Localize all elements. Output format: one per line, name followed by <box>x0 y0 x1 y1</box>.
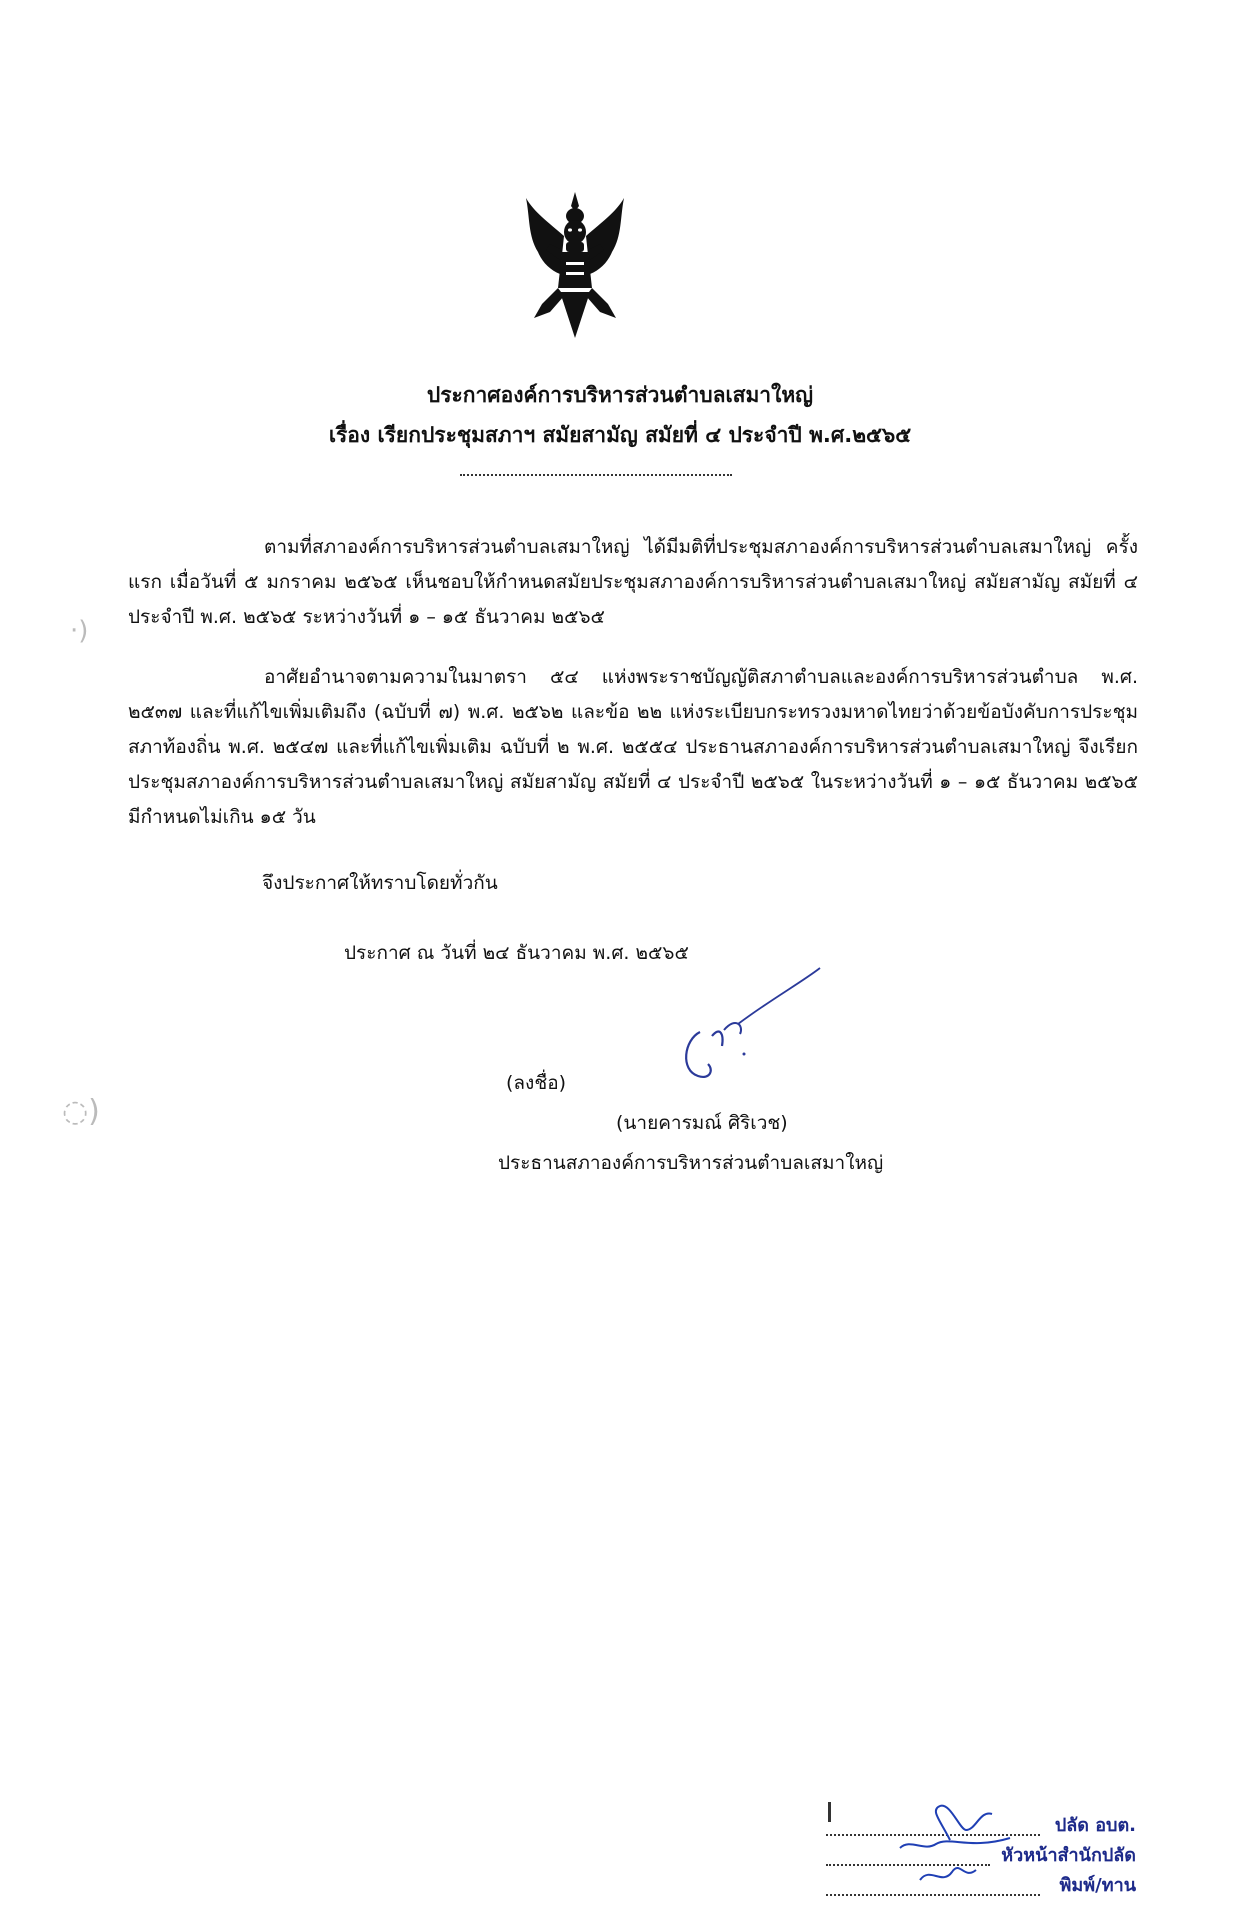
title-divider <box>460 474 732 476</box>
handwritten-signature <box>640 960 840 1100</box>
garuda-emblem-icon <box>520 192 630 338</box>
signer-name: (นายคารมณ์ ศิริเวช) <box>616 1112 788 1134</box>
initials-label: หัวหน้าสำนักปลัด <box>1001 1845 1136 1866</box>
announcement-subject: เรื่อง เรียกประชุมสภาฯ สมัยสามัญ สมัยที่ ๔ ประจำปี พ.ศ.๒๕๖๕ <box>328 423 912 447</box>
scan-mark: ·) <box>70 616 89 646</box>
initials-signatures <box>880 1800 1040 1910</box>
body-paragraph-1: ตามที่สภาองค์การบริหารส่วนตำบลเสมาใหญ่ ได้มีมติที่ประชุมสภาองค์การบริหารส่วนตำบลเสมาใหญ่ ครั้งแรก เมื่อวันที่ ๕ มกราคม ๒๕๖๕ เห็นชอบให้กำหนดสมัยประชุมสภาองค์การบริหารส่วนตำบลเสมาใหญ่ สมัยสามัญ สมัยที่ ๔ ประจำปี พ.ศ. ๒๕๖๕ ระหว่างวันที่ ๑ – ๑๕ ธันวาคม ๒๕๖๕ <box>128 536 1138 628</box>
scan-mark: ◌) <box>62 1094 100 1129</box>
closing-statement: จึงประกาศให้ทราบโดยทั่วกัน <box>262 872 498 894</box>
body-paragraph-2: อาศัยอำนาจตามความในมาตรา ๕๔ แห่งพระราชบัญญัติสภาตำบลและองค์การบริหารส่วนตำบล พ.ศ. ๒๕๓๗ และที่แก้ไขเพิ่มเติมถึง (ฉบับที่ ๗) พ.ศ. ๒๕๖๒ และข้อ ๒๒ แห่งระเบียบกระทรวงมหาดไทยว่าด้วยข้อบังคับการประชุมสภาท้องถิ่น พ.ศ. ๒๕๔๗ และที่แก้ไขเพิ่มเติม ฉบับที่ ๒ พ.ศ. ๒๕๕๔ ประธานสภาองค์การบริหารส่วนตำบลเสมาใหญ่ จึงเรียกประชุมสภาองค์การบริหารส่วนตำบลเสมาใหญ่ สมัยสามัญ สมัยที่ ๔ ประจำปี ๒๕๖๕ ในระหว่างวันที่ ๑ – ๑๕ ธันวาคม ๒๕๖๕ มีกำหนดไม่เกิน ๑๕ วัน <box>128 666 1138 828</box>
signer-position: ประธานสภาองค์การบริหารส่วนตำบลเสมาใหญ่ <box>498 1152 884 1174</box>
announcement-title: ประกาศองค์การบริหารส่วนตำบลเสมาใหญ่ <box>426 383 814 407</box>
announcement-date: ประกาศ ณ วันที่ ๒๔ ธันวาคม พ.ศ. ๒๕๖๕ <box>344 942 689 964</box>
initials-label: ปลัด อบต. <box>1054 1815 1136 1836</box>
signed-label: (ลงชื่อ) <box>506 1072 567 1094</box>
initials-label: พิมพ์/ทาน <box>1059 1875 1136 1896</box>
